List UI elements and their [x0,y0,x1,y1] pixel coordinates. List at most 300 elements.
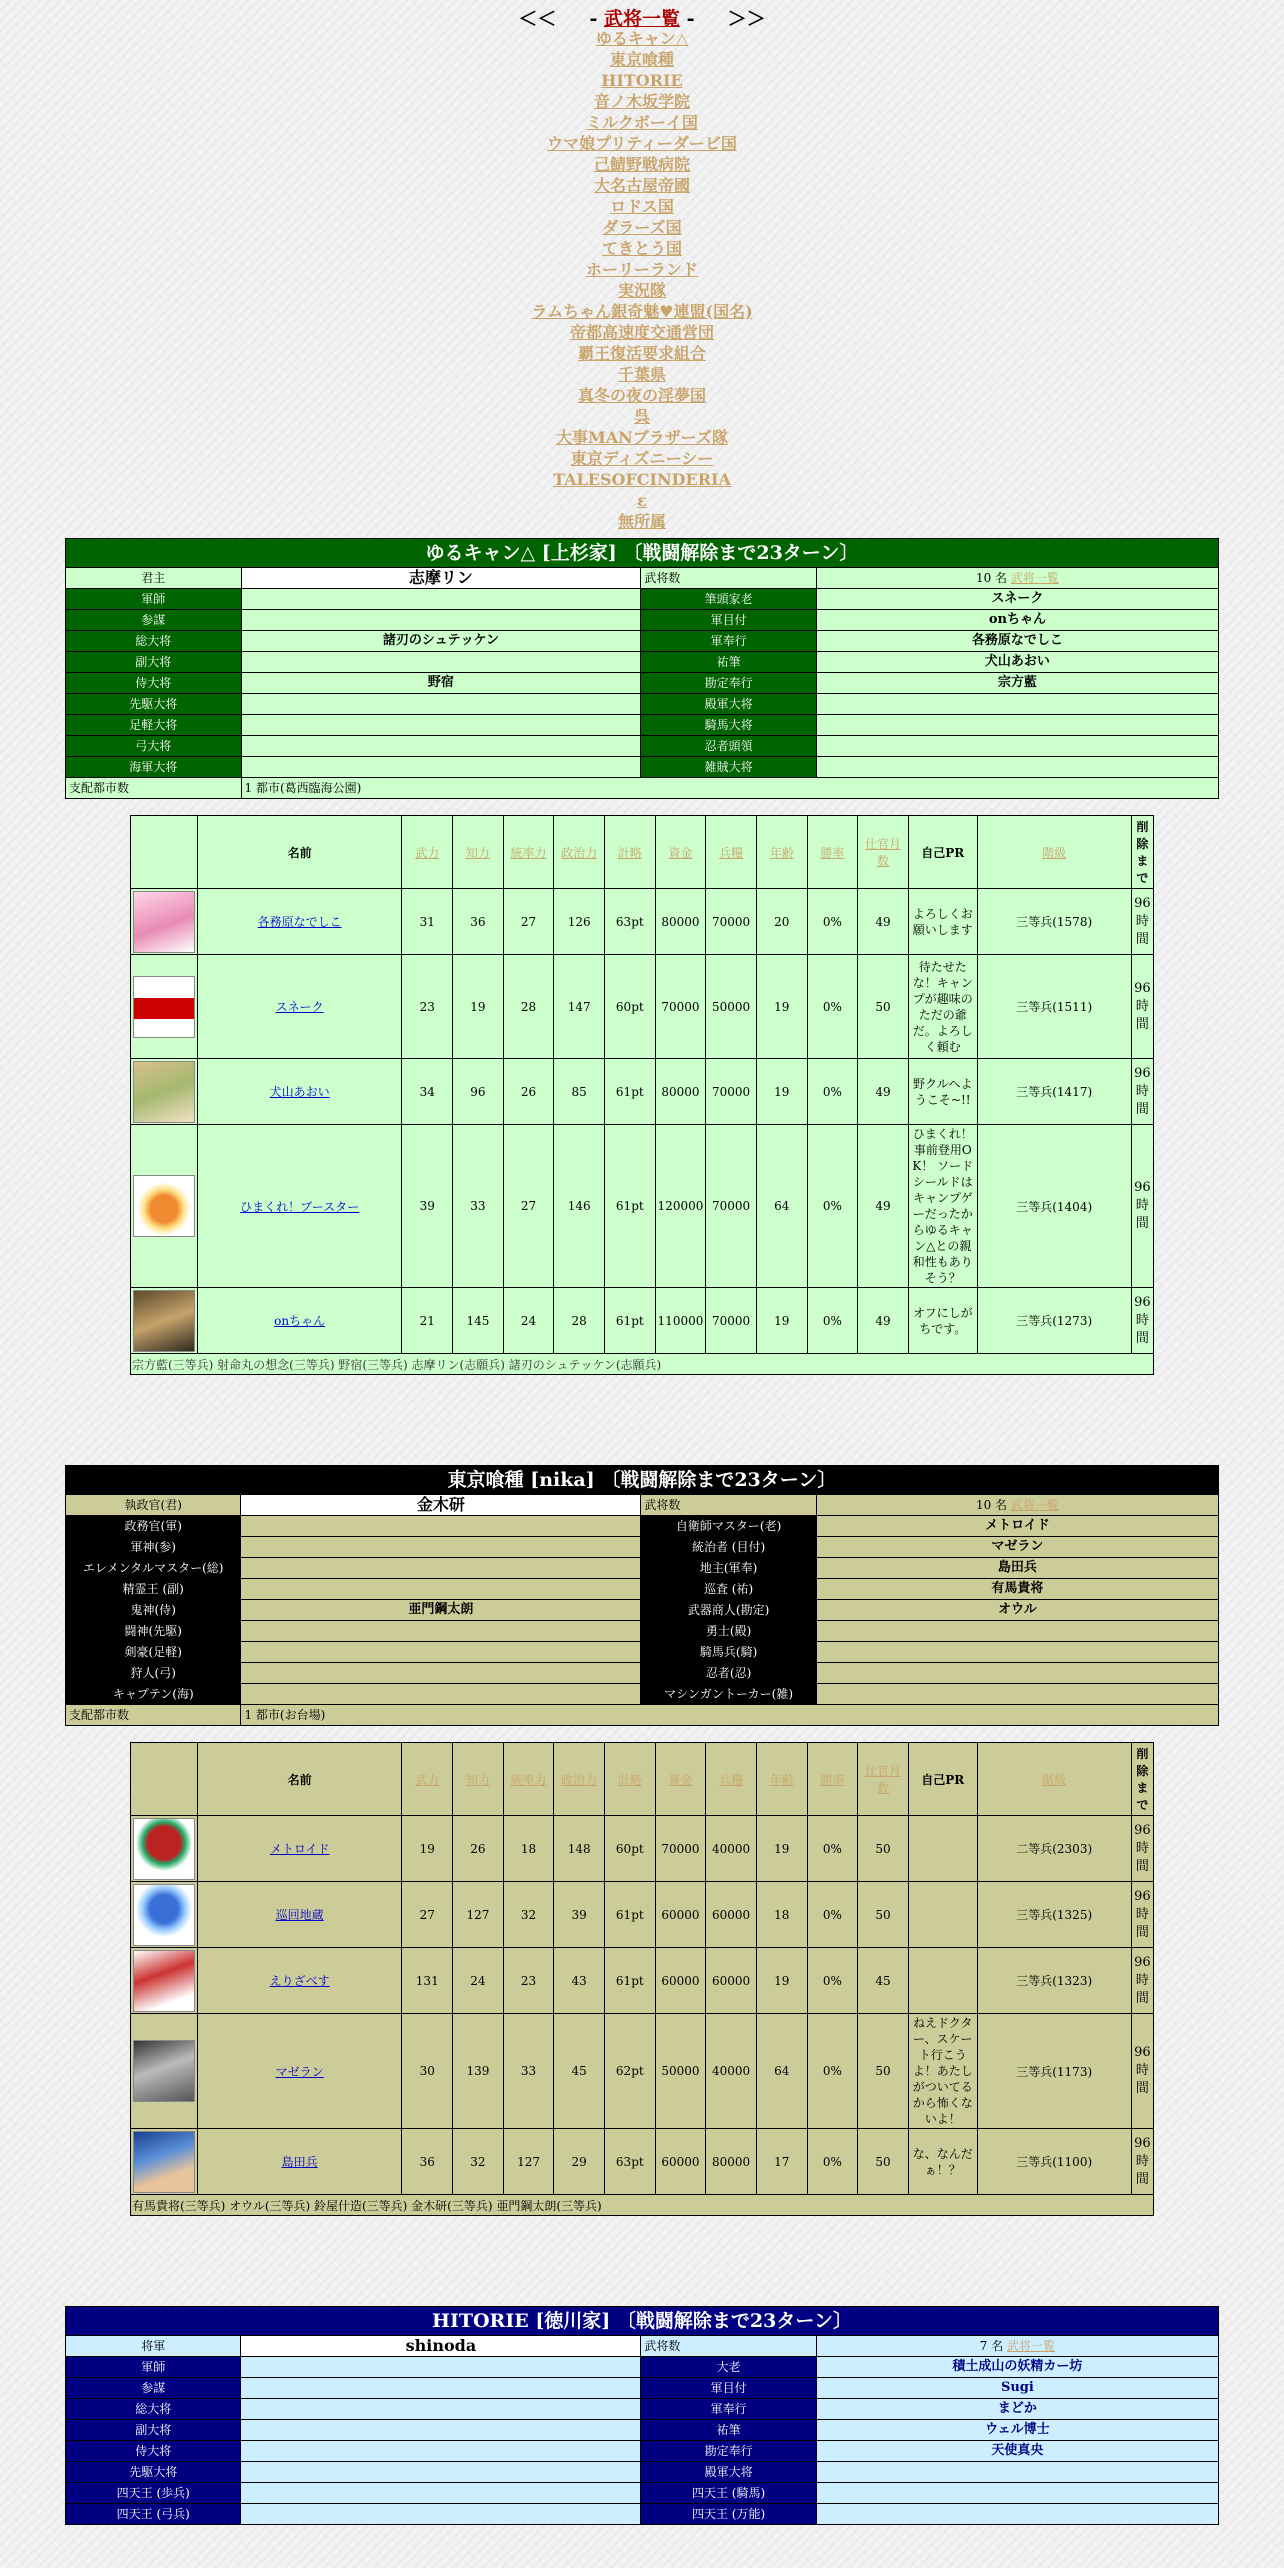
stat-value: 23 [402,955,453,1059]
stat-value: 80000 [655,889,706,955]
country-caption: 東京喰種 [nika] 〔戦闘解除まで23ターン〕 [66,1466,1219,1495]
country-link[interactable]: 大名古屋帝國 [593,176,690,195]
officer-count-value: 10 名 [975,1498,1008,1512]
stat-value: 27 [402,1882,453,1948]
stat-value: 0% [807,955,858,1059]
stat-value: 60000 [655,1882,706,1948]
post-holder [241,2420,641,2441]
rank-value: 三等兵(1100) [977,2129,1131,2195]
self-pr: な、なんだぁ！？ [908,2129,977,2195]
avatar-armored-figure-icon [133,2040,195,2102]
stat-value: 126 [554,889,605,955]
post-label: 軍奉行 [641,2399,816,2420]
post-holder: 有馬貴将 [816,1579,1218,1600]
post-holder [241,2357,641,2378]
stat-value: 70000 [706,1059,757,1125]
stat-value: 80000 [706,2129,757,2195]
post-label: 軍目付 [641,2378,816,2399]
stat-value: 29 [554,2129,605,2195]
officer-count [816,1495,1218,1516]
post-label: 参謀 [66,2378,241,2399]
officer-name-cell [197,1882,402,1948]
stat-value: 34 [402,1059,453,1125]
officer-list-link[interactable]: 武将一覧 [1007,2339,1056,2353]
post-label: 大老 [641,2357,816,2378]
post-holder [816,757,1218,778]
stat-value: 131 [402,1948,453,2014]
rank-value: 三等兵(1273) [977,1288,1131,1354]
post-holder: メトロイド [816,1516,1218,1537]
post-holder: 亜門鋼太朗 [241,1600,641,1621]
stat-value: 0% [807,1948,858,2014]
column-header[interactable]: 仕官月数 [858,1743,909,1816]
stat-value: 50 [858,955,909,1059]
stat-value: 50000 [655,2014,706,2129]
post-label: 地主(軍奉) [641,1558,816,1579]
post-holder: onちゃん [816,610,1218,631]
stat-value: 80000 [655,1059,706,1125]
post-holder [816,1621,1218,1642]
stat-value: 39 [402,1125,453,1288]
officer-count-value: 10 名 [975,571,1008,585]
post-holder [241,2441,641,2462]
post-label: 軍目付 [641,610,817,631]
post-holder [816,694,1218,715]
self-pr: よろしくお願いします [908,889,977,955]
city-count-value: 1 都市(葛西臨海公園) [241,778,1219,799]
stat-value: 49 [858,889,909,955]
post-holder [816,1642,1218,1663]
officer-name-link[interactable]: ひまくれ！ブースター [240,1199,360,1214]
post-holder [241,1579,641,1600]
stat-value: 61pt [605,1948,656,2014]
column-header[interactable]: 知力 [453,1743,504,1816]
table-row [131,1948,1154,2014]
column-header[interactable]: 武力 [402,1743,453,1816]
post-label: 参謀 [66,610,242,631]
table-row [131,1816,1154,1882]
country-link[interactable]: ウマ娘プリティーダービ国 [547,134,737,153]
stat-value: 50 [858,1816,909,1882]
rank-value: 三等兵(1417) [977,1059,1131,1125]
post-holder [241,2399,641,2420]
stat-value: 49 [858,1059,909,1125]
post-holder: 天使真央 [816,2441,1218,2462]
other-members-row [131,1354,1154,1375]
post-holder [241,694,641,715]
post-label: 筆頭家老 [641,589,817,610]
country-link[interactable]: ダラーズ国 [602,218,682,237]
post-label: 巡査 (祐) [641,1579,816,1600]
post-holder [816,736,1218,757]
column-header: 自己PR [908,1743,977,1816]
post-label: 勘定奉行 [641,2441,816,2462]
country-link[interactable]: ホーリーランド [585,260,698,279]
post-label: 政務官(軍) [66,1516,241,1537]
post-holder [816,2462,1218,2483]
stat-value: 120000 [655,1125,706,1288]
officer-list-link[interactable]: 武将一覧 [1010,571,1059,585]
stat-value: 20 [756,889,807,955]
post-label: 剣豪(足軽) [66,1642,241,1663]
stat-value: 27 [503,889,554,955]
post-holder [241,1558,641,1579]
country-link[interactable]: 実況隊 [617,281,666,300]
column-header[interactable]: 階級 [977,1743,1131,1816]
officer-name-cell [197,1125,402,1288]
post-holder [241,2378,641,2399]
stat-value: 50000 [706,955,757,1059]
post-label: 軍神(参) [66,1537,241,1558]
officer-list-link[interactable]: 武将一覧 [1010,1498,1059,1512]
ruler-name: shinoda [241,2336,641,2357]
column-header[interactable]: 資金 [655,816,706,889]
ruler-label: 執政官(君) [66,1495,241,1516]
post-label: 騎馬大将 [641,715,817,736]
country-link[interactable]: ロドス国 [610,197,674,216]
top-navigation: ＜＜ - 武将一覧 - ＞＞ [518,8,766,30]
delete-remaining: 96時間 [1131,1125,1153,1288]
officer-name-link[interactable]: スネーク [275,1000,324,1014]
officer-name-cell [197,2129,402,2195]
stat-value: 50 [858,2014,909,2129]
officer-name-link[interactable]: onちゃん [274,1314,326,1328]
delete-remaining: 96時間 [1131,1059,1153,1125]
stat-value: 33 [453,1125,504,1288]
country-info-yurucamp [65,538,1219,799]
stat-value: 60pt [605,1816,656,1882]
avatar-flareon-icon [133,1175,195,1237]
stat-value: 60000 [655,1948,706,2014]
avatar-cell [131,1816,198,1882]
country-link[interactable]: 己鯖野戦病院 [593,155,690,174]
post-label: エレメンタルマスター(総) [66,1558,241,1579]
stat-value: 32 [503,1882,554,1948]
stat-value: 24 [503,1288,554,1354]
avatar-anime-girl-icon [133,1061,195,1123]
column-header: 削除まで [1131,1743,1153,1816]
stat-value: 70000 [655,955,706,1059]
post-holder: スネーク [816,589,1218,610]
column-header[interactable]: 兵糧 [706,816,757,889]
stat-value: 45 [554,2014,605,2129]
stat-value: 19 [756,1059,807,1125]
post-holder: オウル [816,1600,1218,1621]
delete-remaining: 96時間 [1131,889,1153,955]
post-holder [241,589,641,610]
post-label: 先駆大将 [66,2462,241,2483]
stat-value: 50 [858,2129,909,2195]
officer-name-link[interactable]: 島田兵 [281,2155,318,2169]
stat-value: 61pt [605,1059,656,1125]
stat-value: 148 [554,1816,605,1882]
post-label: 四天王 (弓兵) [66,2504,241,2525]
post-holder [816,2504,1218,2525]
stat-value: 64 [756,2014,807,2129]
officer-count-label: 武将数 [641,568,817,589]
stat-value: 40000 [706,2014,757,2129]
post-label: 侍大将 [66,673,242,694]
delete-remaining: 96時間 [1131,1948,1153,2014]
stat-value: 0% [807,1125,858,1288]
stat-value: 49 [858,1125,909,1288]
avatar-cell [131,1882,198,1948]
country-link[interactable]: てきとう国 [601,239,682,258]
post-holder [241,2462,641,2483]
rank-value: 三等兵(1173) [977,2014,1131,2129]
post-label: 自衛師マスター(老) [641,1516,816,1537]
officer-name-cell [197,889,402,955]
stat-value: 19 [756,1948,807,2014]
member-table-yurucamp [130,815,1154,1375]
delete-remaining: 96時間 [1131,1816,1153,1882]
post-label: 四天王 (歩兵) [66,2483,241,2504]
stat-value: 61pt [605,1882,656,1948]
post-label: 忍者(忍) [641,1663,816,1684]
stat-value: 24 [453,1948,504,2014]
post-label: 勘定奉行 [641,673,817,694]
post-holder [241,1642,641,1663]
stat-value: 146 [554,1125,605,1288]
column-header[interactable]: 武力 [402,816,453,889]
avatar-cell [131,955,198,1059]
stat-value: 45 [858,1948,909,2014]
stat-value: 43 [554,1948,605,2014]
post-label: 精霊王 (副) [66,1579,241,1600]
self-pr: ひまくれ！事前登用OK！ ソードシールドはキャンプゲーだったからゆるキャン△との親和性もありそう？ [908,1125,977,1288]
delete-remaining: 96時間 [1131,955,1153,1059]
stat-value: 139 [453,2014,504,2129]
officer-name-cell [197,1059,402,1125]
column-header[interactable]: 勝率 [807,1743,858,1816]
stat-value: 30 [402,2014,453,2129]
stat-value: 0% [807,889,858,955]
avatar-cell [131,1059,198,1125]
column-header[interactable]: 計略 [605,1743,656,1816]
ruler-name: 志摩リン [241,568,641,589]
column-header[interactable]: 勝率 [807,816,858,889]
officer-name-link[interactable]: えりざべす [269,1974,330,1988]
stat-value: 39 [554,1882,605,1948]
officer-name-link[interactable]: 各務原なでしこ [257,915,342,929]
country-link[interactable]: 真冬の夜の淫夢国 [577,386,706,405]
officer-name-cell [197,955,402,1059]
officer-name-link[interactable]: 巡回地蔵 [275,1908,324,1922]
post-holder [241,1684,641,1705]
post-holder [816,1663,1218,1684]
post-holder: 島田兵 [816,1558,1218,1579]
avatar-cell [131,1288,198,1354]
column-header [131,816,198,889]
column-header[interactable]: 階級 [977,816,1131,889]
stat-value: 31 [402,889,453,955]
stat-value: 0% [807,1882,858,1948]
post-label: 統治者 (目付) [641,1537,816,1558]
post-label: 祐筆 [641,652,817,673]
officer-count [816,2336,1218,2357]
post-holder [241,1663,641,1684]
post-label: 総大将 [66,2399,241,2420]
next-link[interactable]: ＞＞ [727,8,766,30]
stat-value: 61pt [605,1288,656,1354]
stat-value: 26 [503,1059,554,1125]
stat-value: 36 [402,2129,453,2195]
country-link[interactable]: ゆるキャン△ [595,29,689,48]
prev-link[interactable]: ＜＜ [518,8,557,30]
stat-value: 36 [453,889,504,955]
stat-value: 63pt [605,2129,656,2195]
stat-value: 70000 [706,889,757,955]
post-holder [816,715,1218,736]
rank-value: 三等兵(1325) [977,1882,1131,1948]
post-holder [241,610,641,631]
avatar-blue-hat-man-icon [133,2131,195,2193]
self-pr [908,1882,977,1948]
post-holder [241,1537,641,1558]
stat-value: 33 [503,2014,554,2129]
officer-name-link[interactable]: メトロイド [269,1842,330,1856]
country-link[interactable]: HITORIE [601,71,683,90]
officer-name-link[interactable]: マゼラン [275,2064,324,2079]
column-header[interactable]: 統率力 [503,816,554,889]
other-members-row [131,2195,1154,2216]
stat-value: 60000 [655,2129,706,2195]
country-info-tokyoghoul [65,1465,1219,1726]
delete-remaining: 96時間 [1131,1882,1153,1948]
column-header[interactable]: 政治力 [554,1743,605,1816]
column-header[interactable]: 仕官月数 [858,816,909,889]
column-header[interactable]: 統率力 [503,1743,554,1816]
stat-value: 28 [503,955,554,1059]
column-header[interactable]: 政治力 [554,816,605,889]
stat-value: 26 [453,1816,504,1882]
post-label: 四天王 (万能) [641,2504,816,2525]
country-link[interactable]: 無所属 [617,512,666,531]
stat-value: 19 [756,1288,807,1354]
column-header[interactable]: 資金 [655,1743,706,1816]
avatar-pink-hair-girl-icon [133,891,195,953]
country-link[interactable]: 大事MANブラザーズ隊 [556,428,728,447]
officer-count-label: 武将数 [641,2336,816,2357]
country-link[interactable]: ラムちゃん銀奇魅♥連盟(国名) [531,302,753,321]
officer-list-link[interactable]: 武将一覧 [603,8,680,30]
country-link[interactable]: ミルクボーイ国 [586,113,698,132]
post-holder: ウェル博士 [816,2420,1218,2441]
post-holder [816,2483,1218,2504]
post-label: 勇士(殿) [641,1621,816,1642]
post-holder [241,757,641,778]
table-row [131,2014,1154,2129]
city-count-label: 支配都市数 [66,1705,241,1726]
stat-value: 19 [402,1816,453,1882]
stat-value: 19 [756,955,807,1059]
post-holder [241,2483,641,2504]
self-pr: オフにしがちです。 [908,1288,977,1354]
avatar-cell [131,1125,198,1288]
member-table-tokyoghoul [130,1742,1154,2216]
self-pr: ねえドクター、スケート行こうよ！あたしがついてるから怖くないよ！ [908,2014,977,2129]
column-header[interactable]: 計略 [605,816,656,889]
country-caption: ゆるキャン△ [上杉家] 〔戦闘解除まで23ターン〕 [66,539,1219,568]
country-link[interactable]: 覇王復活要求組合 [577,344,706,363]
delete-remaining: 96時間 [1131,1288,1153,1354]
rank-value: 三等兵(1511) [977,955,1131,1059]
column-header[interactable]: 年齢 [756,1743,807,1816]
stat-value: 21 [402,1288,453,1354]
post-holder: Sugi [816,2378,1218,2399]
post-label: 軍奉行 [641,631,817,652]
stat-value: 145 [453,1288,504,1354]
rank-value: 三等兵(1404) [977,1125,1131,1288]
stat-value: 0% [807,1288,858,1354]
country-link[interactable]: 千葉県 [617,365,666,384]
city-count-label: 支配都市数 [66,778,242,799]
self-pr: 待たせたな！キャンプが趣味のただの爺だ。よろしく頼む [908,955,977,1059]
post-label: 雑賊大将 [641,757,817,778]
stat-value: 27 [503,1125,554,1288]
post-label: 武器商人(勘定) [641,1600,816,1621]
officer-name-cell [197,1948,402,2014]
stat-value: 85 [554,1059,605,1125]
post-label: 四天王 (騎馬) [641,2483,816,2504]
delete-remaining: 96時間 [1131,2014,1153,2129]
country-link[interactable]: TALESOFCINDERIA [553,470,731,489]
stat-value: 18 [756,1882,807,1948]
post-label: 軍師 [66,589,242,610]
stat-value: 49 [858,1288,909,1354]
officer-name-link[interactable]: 犬山あおい [269,1085,330,1099]
stat-value: 60000 [706,1948,757,2014]
country-link[interactable]: ε [637,491,647,510]
post-label: 騎馬兵(騎) [641,1642,816,1663]
rank-value: 三等兵(1578) [977,889,1131,955]
other-members-list: 有馬貴将(三等兵) オウル(三等兵) 鈴屋什造(三等兵) 金木研(三等兵) 亜門鋼太朗(三等兵) [131,2195,1154,2216]
avatar-figure-photo-icon [133,1290,195,1352]
post-holder: 各務原なでしこ [816,631,1218,652]
officer-count [816,568,1218,589]
officer-count-label: 武将数 [641,1495,816,1516]
country-link[interactable]: 東京ディズニーシー [570,449,714,468]
post-label: 鬼神(侍) [66,1600,241,1621]
avatar-red-tree-icon [133,1818,195,1880]
column-header[interactable]: 知力 [453,816,504,889]
post-holder [241,715,641,736]
column-header: 削除まで [1131,816,1153,889]
country-link[interactable]: 東京喰種 [609,50,674,69]
stat-value: 62pt [605,2014,656,2129]
post-holder: 積土成山の妖精カー坊 [816,2357,1218,2378]
table-row [131,2129,1154,2195]
post-label: 狩人(弓) [66,1663,241,1684]
stat-value: 0% [807,1059,858,1125]
post-holder: マゼラン [816,1537,1218,1558]
stat-value: 60000 [706,1882,757,1948]
stat-value: 28 [554,1288,605,1354]
country-link[interactable]: 呉 [633,407,650,426]
post-label: 軍師 [66,2357,241,2378]
column-header[interactable]: 兵糧 [706,1743,757,1816]
post-label: キャプテン(海) [66,1684,241,1705]
self-pr [908,1816,977,1882]
post-label: 足軽大将 [66,715,242,736]
country-link[interactable]: 音ノ木坂学院 [593,92,690,111]
table-row [131,955,1154,1059]
post-holder [241,1516,641,1537]
table-row [131,1125,1154,1288]
post-holder: 諸刃のシュテッケン [241,631,641,652]
country-link[interactable]: 帝都高速度交通営団 [569,323,714,342]
column-header[interactable]: 年齢 [756,816,807,889]
